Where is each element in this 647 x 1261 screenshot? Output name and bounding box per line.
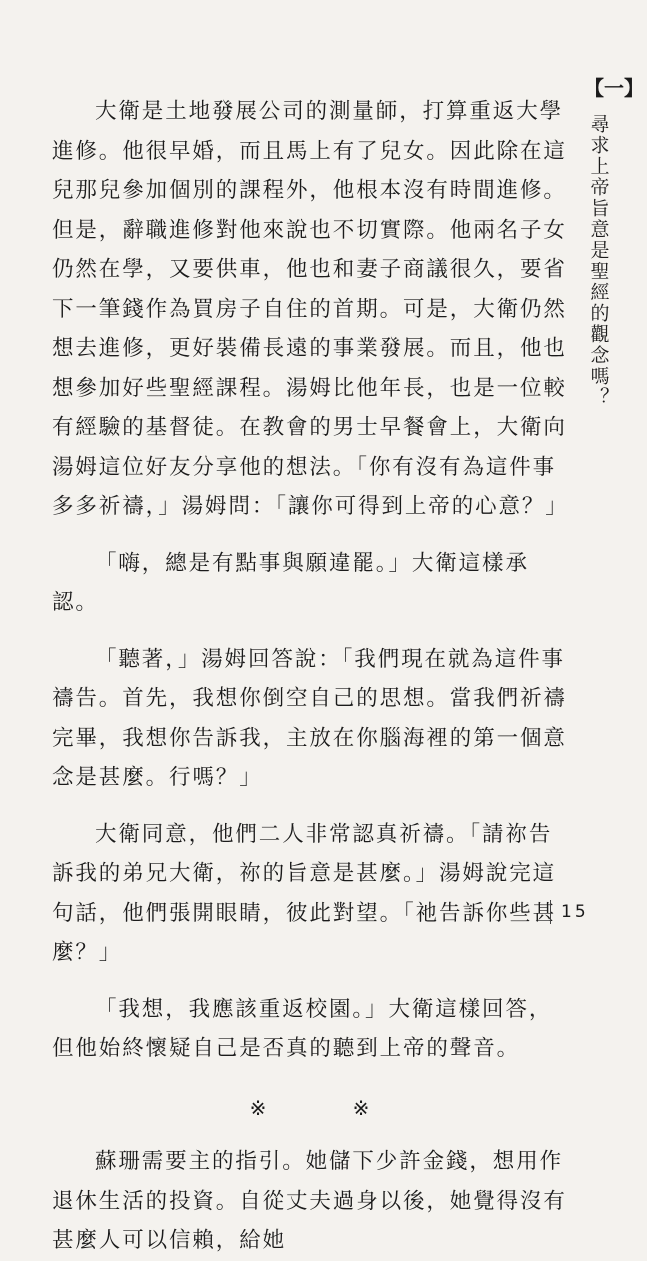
paragraph-5: 「我想，我應該重返校園。」大衛這樣回答，但他始終懷疑自己是否真的聽到上帝的聲音。: [52, 996, 553, 1061]
paragraph-4: 大衛同意，他們二人非常認真祈禱。「請祢告訴我的弟兄大衛，祢的旨意是甚麼。」湯姆說完這句話，他們張開眼睛，彼此對望。「祂告訴你些甚麼？」: [52, 821, 557, 965]
chapter-mark: 【一】: [584, 76, 644, 100]
page-number: 15: [550, 900, 589, 924]
paragraph-6: 蘇珊需要主的指引。她儲下少許金錢，想用作退休生活的投資。自從丈夫過身以後，她覺得沒有甚麼人可以信賴，給她: [52, 1149, 567, 1253]
section-separator: ※ ※: [249, 1095, 410, 1120]
chapter-title-vertical: 尋求上帝旨意是聖經的觀念嗎？: [587, 114, 610, 408]
body-text: [52, 92, 567, 1261]
paragraph-1: 大衛是土地發展公司的測量師，打算重返大學進修。他很早婚，而且馬上有了兒女。因此除在這兒那兒參加個別的課程外，他根本沒有時間進修。但是，辭職進修對他來說也不切實際。他兩名子女仍然在學，又要供車，他也和妻子商議很久，要省下一筆錢作為買房子自住的首期。可是，大衛仍然想去進修，更好裝備長遠的事業發展。而且，他也想參加好些聖經課程。湯姆比他年長，也是一位較有經驗的基督徒。在教會的男士早餐會上，大衛向湯姆這位好友分享他的想法。「你有沒有為這件事多多祈禱，」湯姆問：「讓你可得到上帝的心意？」: [52, 99, 569, 519]
paragraph-3: 「聽著，」湯姆回答說：「我們現在就為這件事禱告。首先，我想你倒空自己的思想。當我們祈禱完畢，我想你告訴我，主放在你腦海裡的第一個意念是甚麼。行嗎？」: [52, 646, 567, 790]
paragraph-2: 「嗨，總是有點事與願違罷。」大衛這樣承認。: [52, 550, 529, 615]
running-head: [584, 76, 644, 408]
